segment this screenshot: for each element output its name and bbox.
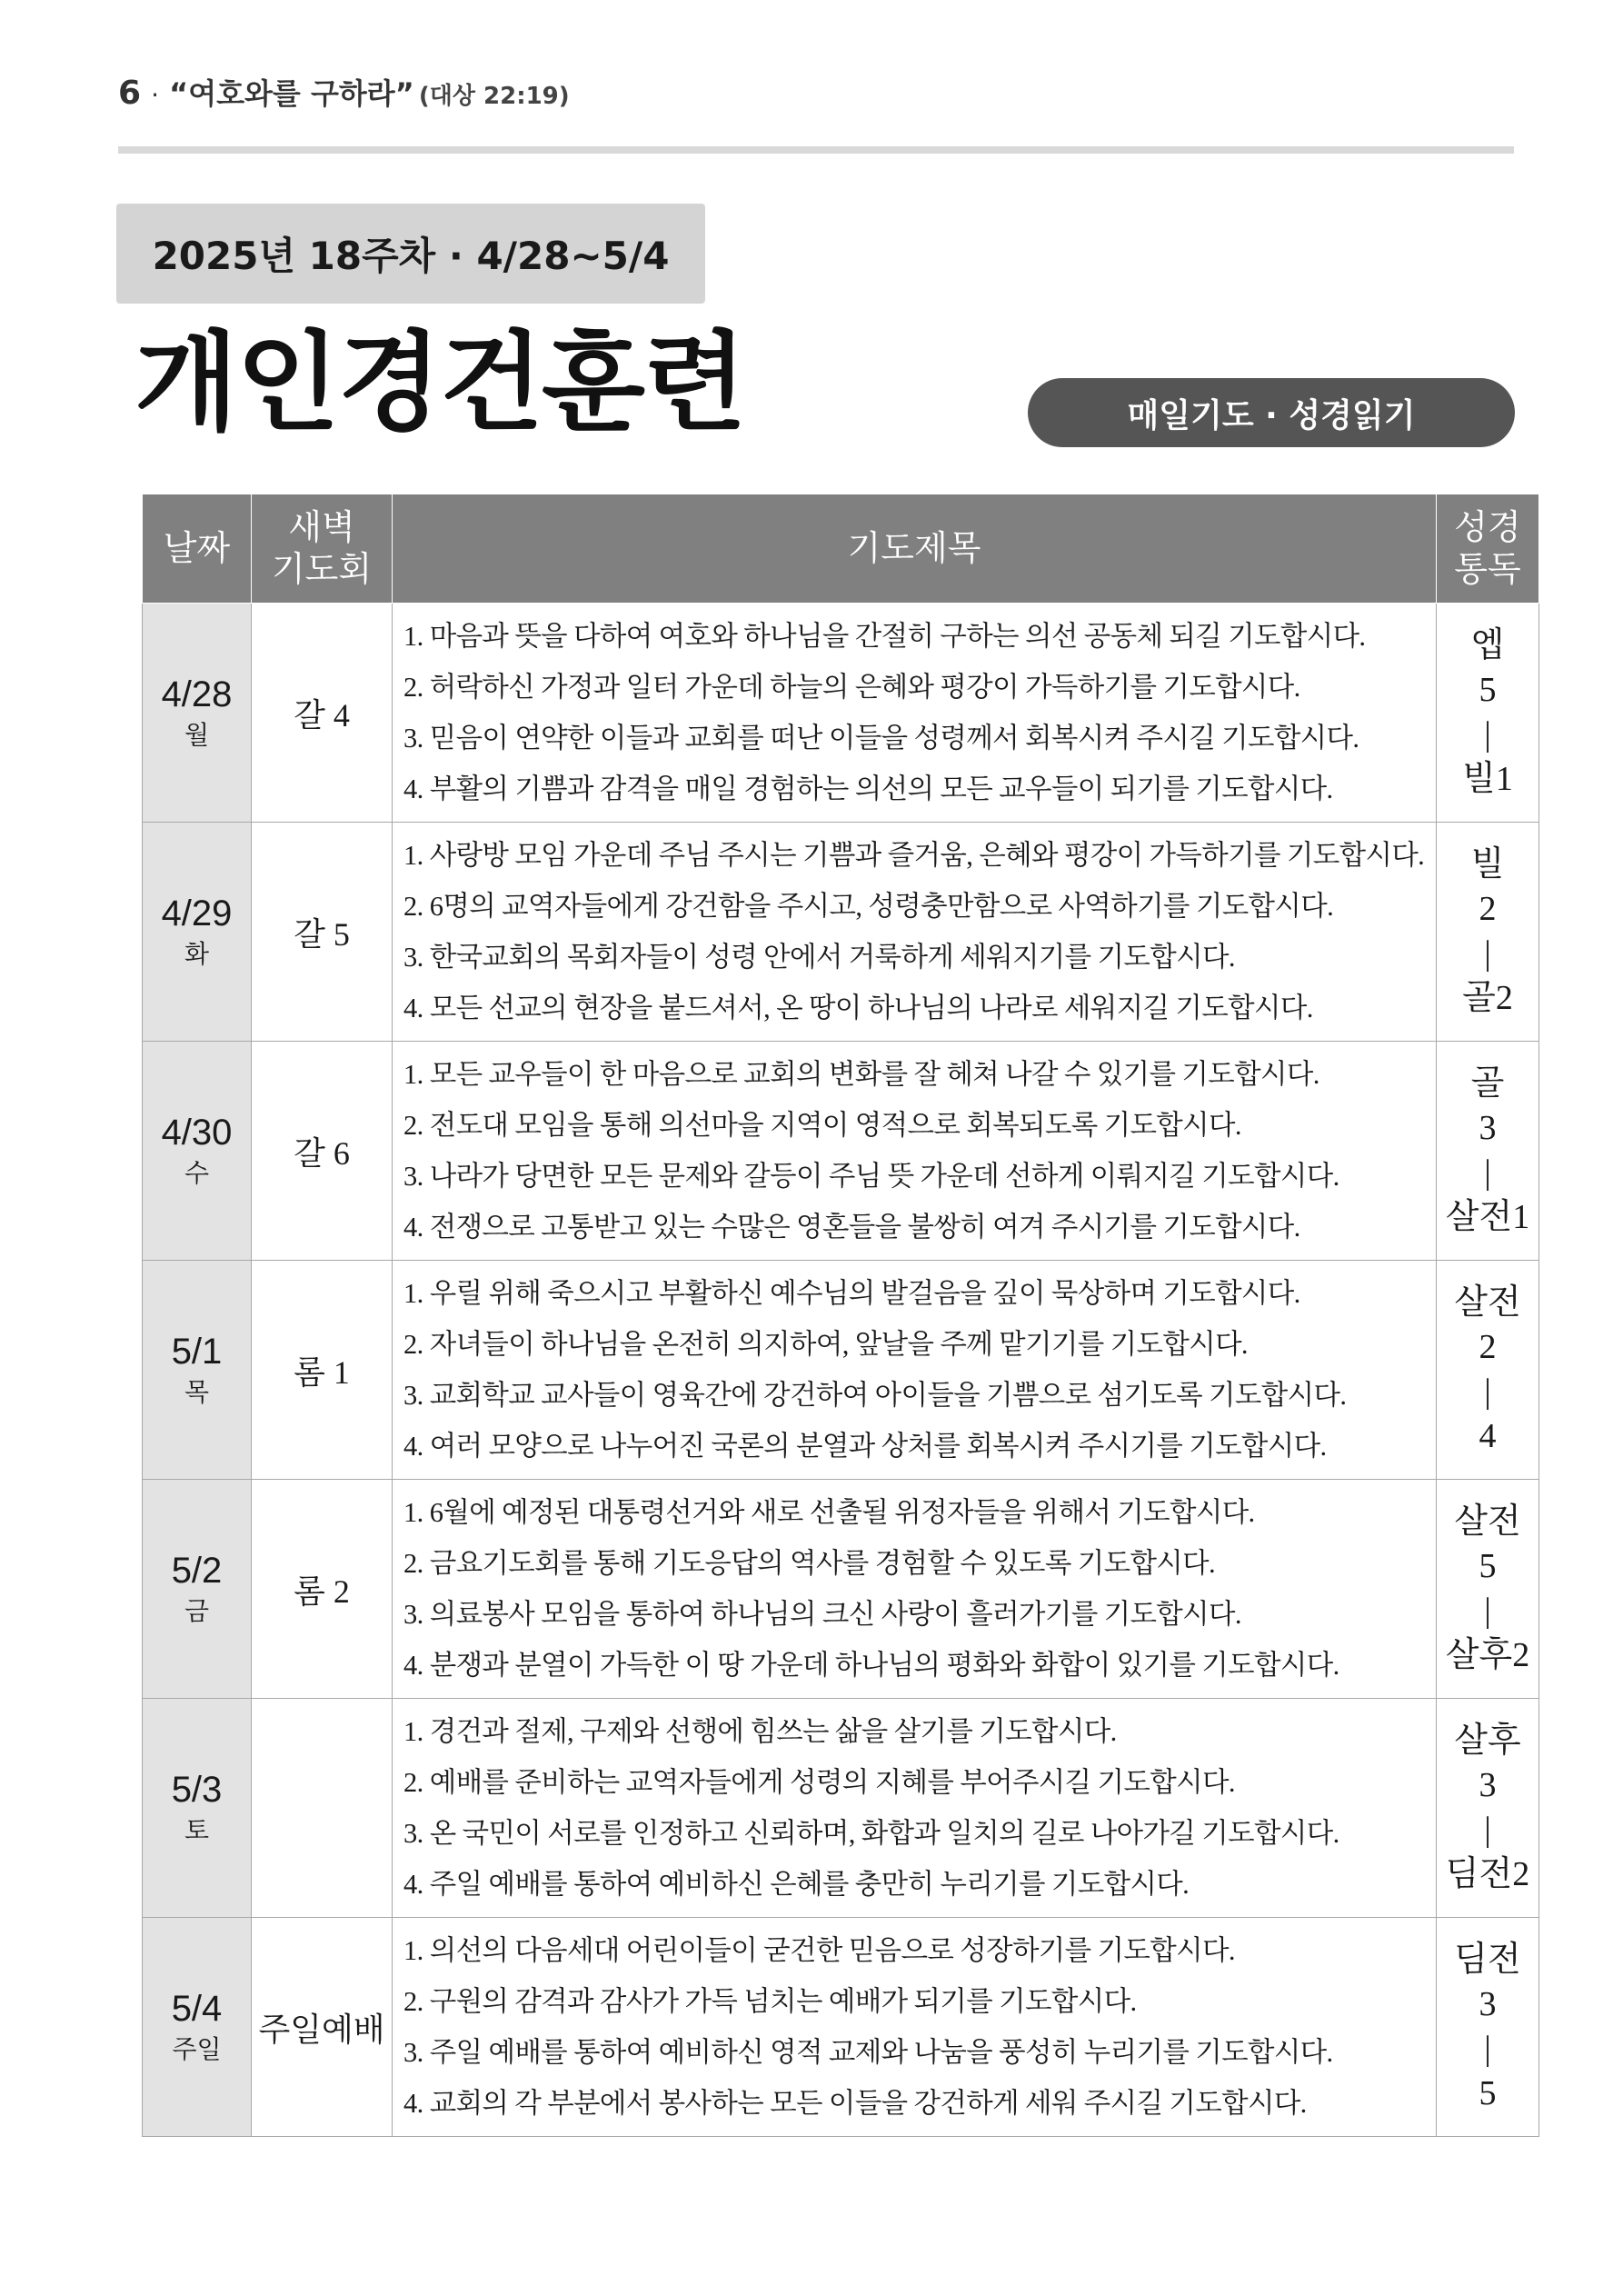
table-row <box>143 1261 1539 1480</box>
table-row <box>143 823 1539 1042</box>
date-cell <box>143 1261 252 1480</box>
prayer-table-container <box>142 494 1538 2137</box>
bible-reading-part: 3 <box>1479 1985 1497 2023</box>
bible-reading-part: | <box>1484 1592 1491 1630</box>
prayer-topics-cell <box>393 604 1437 823</box>
bible-reading-part: 5 <box>1479 671 1497 709</box>
date-value: 5/3 <box>171 1770 223 1811</box>
prayer-topics-cell <box>393 1261 1437 1480</box>
dawn-service-passage <box>252 1699 393 1918</box>
category-badge: 매일기도 · 성경읽기 <box>1028 378 1515 447</box>
weekday-label: 주일 <box>172 2034 222 2065</box>
prayer-item: 1. 우릴 위해 죽으시고 부활하신 예수님의 발걸음을 깊이 묵상하며 기도합시다. <box>403 1278 1300 1309</box>
bible-reading-cell <box>1437 823 1539 1042</box>
prayer-item: 4. 모든 선교의 현장을 붙드셔서, 온 땅이 하나님의 나라로 세워지길 기도합시다. <box>403 993 1313 1023</box>
date-value: 5/4 <box>171 1989 223 2030</box>
prayer-item: 3. 믿음이 연약한 이들과 교회를 떠난 이들을 성령께서 회복시켜 주시길 기도합시다. <box>403 723 1359 754</box>
dawn-service-passage: 롬 1 <box>252 1261 393 1480</box>
weekday-label: 목 <box>184 1377 210 1408</box>
prayer-item: 4. 부활의 기쁨과 감격을 매일 경험하는 의선의 모든 교우들이 되기를 기도합시다. <box>403 774 1333 804</box>
dawn-service-passage: 갈 4 <box>252 604 393 823</box>
header-title: “여호와를 구하라” <box>169 76 414 111</box>
dawn-service-passage: 갈 6 <box>252 1042 393 1261</box>
table-row <box>143 1480 1539 1699</box>
date-cell <box>143 604 252 823</box>
date-cell <box>143 1918 252 2137</box>
prayer-item: 3. 나라가 당면한 모든 문제와 갈등이 주님 뜻 가운데 선하게 이뤄지길 기도합시다. <box>403 1161 1339 1192</box>
header-date: 날짜 <box>143 494 252 604</box>
bible-reading-cell <box>1437 1042 1539 1261</box>
bible-reading-part: | <box>1484 715 1491 754</box>
date-cell <box>143 1480 252 1699</box>
page-number: 6 <box>118 75 142 112</box>
prayer-item: 4. 교회의 각 부분에서 봉사하는 모든 이들을 강건하게 세워 주시길 기도합시다. <box>403 2088 1307 2119</box>
date-cell <box>143 1042 252 1261</box>
bible-reading-part: 살후2 <box>1445 1636 1530 1674</box>
bible-reading-part: 빌 <box>1470 845 1505 883</box>
bible-reading-cell <box>1437 604 1539 823</box>
bible-reading-part: | <box>1484 1153 1491 1192</box>
prayer-item: 3. 의료봉사 모임을 통하여 하나님의 크신 사랑이 흘러가기를 기도합시다. <box>403 1599 1241 1630</box>
prayer-item: 1. 모든 교우들이 한 마음으로 교회의 변화를 잘 헤쳐 나갈 수 있기를 기도합시다. <box>403 1059 1319 1090</box>
prayer-item: 3. 한국교회의 목회자들이 성령 안에서 거룩하게 세워지기를 기도합시다. <box>403 942 1235 973</box>
bible-reading-part: 빌1 <box>1462 760 1513 798</box>
bible-reading-cell <box>1437 1699 1539 1918</box>
date-value: 4/28 <box>161 674 233 715</box>
prayer-topics-cell <box>393 1918 1437 2137</box>
prayer-item: 4. 여러 모양으로 나누어진 국론의 분열과 상처를 회복시켜 주시기를 기도합시다. <box>403 1431 1327 1462</box>
bible-reading-part: 5 <box>1479 2074 1497 2112</box>
bible-reading-part: 딤전2 <box>1445 1855 1530 1893</box>
prayer-topics-cell <box>393 823 1437 1042</box>
prayer-item: 3. 온 국민이 서로를 인정하고 신뢰하며, 화합과 일치의 길로 나아가길 기도합시다. <box>403 1818 1339 1849</box>
bible-reading-part: | <box>1484 1373 1491 1411</box>
header-separator: · <box>151 80 160 110</box>
date-value: 5/2 <box>171 1551 223 1592</box>
date-cell <box>143 823 252 1042</box>
prayer-topics-cell <box>393 1042 1437 1261</box>
prayer-item: 2. 예배를 준비하는 교역자들에게 성령의 지혜를 부어주시길 기도합시다. <box>403 1767 1235 1798</box>
header-bible-reading: 성경 통독 <box>1437 494 1539 604</box>
prayer-item: 2. 자녀들이 하나님을 온전히 의지하여, 앞날을 주께 맡기기를 기도합시다. <box>403 1329 1248 1360</box>
bible-reading-part: 살후 <box>1454 1722 1521 1760</box>
dawn-service-passage: 주일예배 <box>252 1918 393 2137</box>
header-dawn-service: 새벽 기도회 <box>252 494 393 604</box>
bible-reading-part: 엡 <box>1470 626 1505 664</box>
prayer-item: 1. 사랑방 모임 가운데 주님 주시는 기쁨과 즐거움, 은혜와 평강이 가득하기를 기도합시다. <box>403 840 1425 871</box>
date-value: 4/30 <box>161 1113 233 1153</box>
bible-reading-cell <box>1437 1918 1539 2137</box>
date-cell <box>143 1699 252 1918</box>
bible-reading-cell <box>1437 1261 1539 1480</box>
date-value: 4/29 <box>161 893 233 934</box>
running-header <box>118 71 570 113</box>
prayer-item: 2. 구원의 감격과 감사가 가득 넘치는 예배가 되기를 기도합시다. <box>403 1986 1137 2017</box>
bible-reading-part: 3 <box>1479 1109 1497 1147</box>
prayer-item: 3. 주일 예배를 통하여 예비하신 영적 교제와 나눔을 풍성히 누리기를 기도합시다. <box>403 2037 1333 2068</box>
weekday-label: 수 <box>184 1158 210 1189</box>
header-reference: (대상 22:19) <box>418 83 570 110</box>
bible-reading-part: | <box>1484 1811 1491 1849</box>
prayer-topics-cell <box>393 1699 1437 1918</box>
table-row <box>143 1042 1539 1261</box>
table-row <box>143 1918 1539 2137</box>
prayer-item: 1. 6월에 예정된 대통령선거와 새로 선출될 위정자들을 위해서 기도합시다. <box>403 1497 1255 1528</box>
bible-reading-part: 4 <box>1479 1417 1497 1455</box>
bible-reading-part: 골 <box>1470 1064 1505 1103</box>
table-header-row <box>143 494 1539 604</box>
weekday-label: 월 <box>184 720 210 751</box>
date-value: 5/1 <box>171 1332 223 1373</box>
bible-reading-part: 2 <box>1479 890 1497 928</box>
bible-reading-part: 살전 <box>1454 1283 1521 1322</box>
table-row <box>143 604 1539 823</box>
dawn-service-passage: 갈 5 <box>252 823 393 1042</box>
bible-reading-part: 살전 <box>1454 1502 1521 1541</box>
header-divider <box>118 146 1514 154</box>
bible-reading-part: | <box>1484 934 1491 973</box>
prayer-item: 2. 6명의 교역자들에게 강건함을 주시고, 성령충만함으로 사역하기를 기도합시다. <box>403 891 1334 922</box>
bible-reading-part: 3 <box>1479 1766 1497 1804</box>
bible-reading-part: 살전1 <box>1445 1198 1530 1236</box>
prayer-item: 2. 허락하신 가정과 일터 가운데 하늘의 은혜와 평강이 가득하기를 기도합시다. <box>403 672 1300 703</box>
prayer-item: 2. 전도대 모임을 통해 의선마을 지역이 영적으로 회복되도록 기도합시다. <box>403 1110 1241 1141</box>
prayer-schedule-table <box>142 494 1539 2137</box>
bible-reading-part: | <box>1484 2030 1491 2068</box>
prayer-item: 4. 분쟁과 분열이 가득한 이 땅 가운데 하나님의 평화와 화합이 있기를 기도합시다. <box>403 1650 1339 1681</box>
prayer-item: 3. 교회학교 교사들이 영육간에 강건하여 아이들을 기쁨으로 섬기도록 기도합시다. <box>403 1380 1347 1411</box>
bible-reading-part: 2 <box>1479 1328 1497 1366</box>
prayer-item: 1. 의선의 다음세대 어린이들이 굳건한 믿음으로 성장하기를 기도합시다. <box>403 1935 1235 1966</box>
prayer-item: 4. 주일 예배를 통하여 예비하신 은혜를 충만히 누리기를 기도합시다. <box>403 1869 1190 1900</box>
week-label: 2025년 18주차 · 4/28~5/4 <box>116 204 705 304</box>
header-prayer-topics: 기도제목 <box>393 494 1437 604</box>
bible-reading-part: 5 <box>1479 1547 1497 1585</box>
prayer-item: 1. 마음과 뜻을 다하여 여호와 하나님을 간절히 구하는 의선 공동체 되길 기도합시다. <box>403 621 1366 652</box>
weekday-label: 토 <box>184 1815 210 1846</box>
table-row <box>143 1699 1539 1918</box>
bible-reading-part: 딤전 <box>1454 1941 1521 1979</box>
weekday-label: 화 <box>184 939 210 970</box>
prayer-topics-cell <box>393 1480 1437 1699</box>
bible-reading-cell <box>1437 1480 1539 1699</box>
bible-reading-part: 골2 <box>1462 979 1513 1017</box>
prayer-item: 2. 금요기도회를 통해 기도응답의 역사를 경험할 수 있도록 기도합시다. <box>403 1548 1216 1579</box>
weekday-label: 금 <box>184 1596 210 1627</box>
page-title: 개인경건훈련 <box>134 320 745 445</box>
prayer-item: 1. 경건과 절제, 구제와 선행에 힘쓰는 삶을 살기를 기도합시다. <box>403 1716 1117 1747</box>
prayer-item: 4. 전쟁으로 고통받고 있는 수많은 영혼들을 불쌍히 여겨 주시기를 기도합시다. <box>403 1212 1300 1243</box>
dawn-service-passage: 롬 2 <box>252 1480 393 1699</box>
